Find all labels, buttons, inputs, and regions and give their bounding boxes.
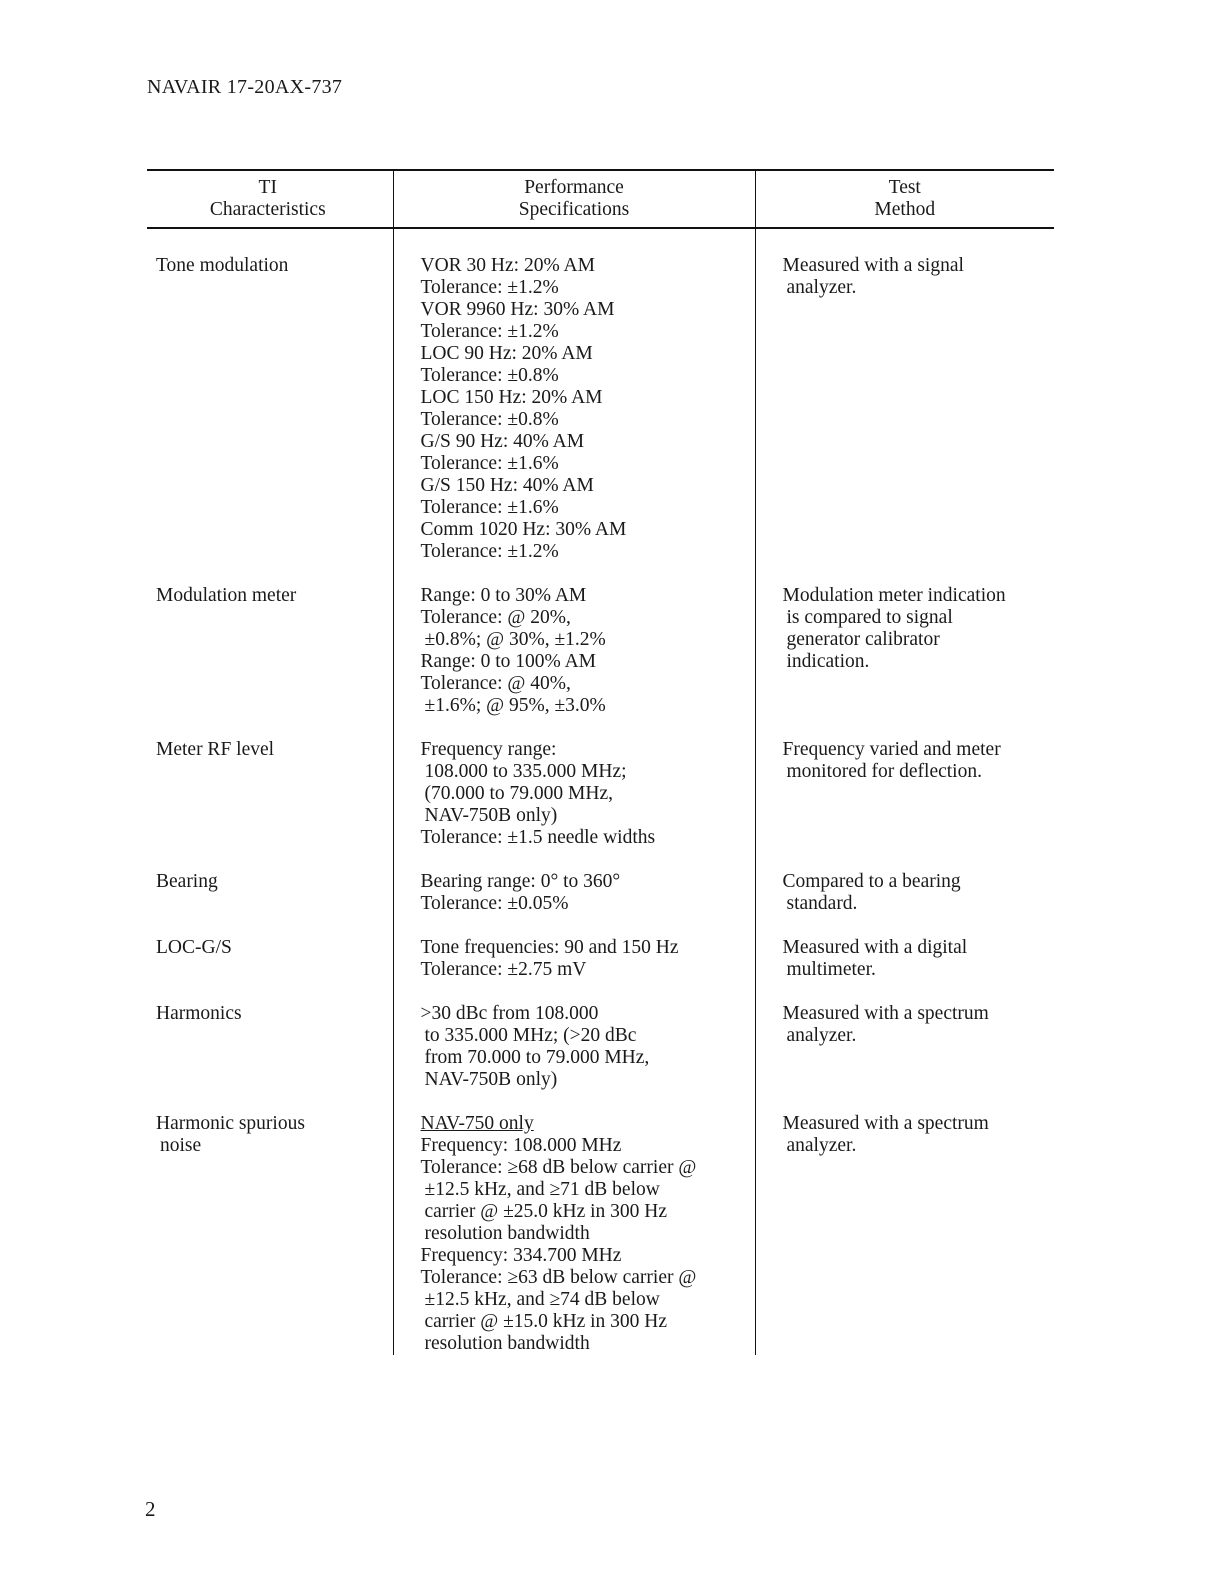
cell-line: Bearing: [156, 871, 218, 892]
cell-line: Tolerance: ±0.8%: [420, 365, 559, 386]
cell-line: Frequency range:: [420, 739, 557, 760]
cell-line: noise: [160, 1135, 202, 1156]
cell-line: from 70.000 to 79.000 MHz,: [424, 1047, 650, 1068]
cell-line: NAV-750B only): [424, 805, 558, 826]
cell-line: resolution bandwidth: [424, 1223, 590, 1244]
characteristic-cell: [147, 1113, 393, 1355]
test-method-cell: [755, 1113, 1054, 1355]
characteristic-cell: [147, 871, 393, 937]
cell-line: analyzer.: [786, 1025, 857, 1046]
cell-line: Tolerance: ≥68 dB below carrier @: [420, 1157, 697, 1178]
cell-line: Tone modulation: [156, 255, 289, 276]
table-row: [147, 739, 1054, 871]
cell-line: carrier @ ±25.0 kHz in 300 Hz: [424, 1201, 668, 1222]
cell-line: LOC-G/S: [156, 937, 232, 958]
cell-line: Frequency: 108.000 MHz: [420, 1135, 622, 1156]
cell-line: Tolerance: ±1.2%: [420, 321, 559, 342]
test-method-cell: [755, 585, 1054, 739]
cell-line: Tolerance: ±1.6%: [420, 497, 559, 518]
table-row: [147, 871, 1054, 937]
page-number: 2: [145, 1497, 156, 1521]
cell-line: Measured with a spectrum: [782, 1003, 989, 1024]
cell-line: Tolerance: ±1.2%: [420, 277, 559, 298]
cell-line: LOC 90 Hz: 20% AM: [420, 343, 593, 364]
cell-line: Tolerance: ±0.8%: [420, 409, 559, 430]
cell-line: Range: 0 to 30% AM: [420, 585, 587, 606]
cell-line: Tolerance: @ 40%,: [420, 673, 571, 694]
cell-line: VOR 30 Hz: 20% AM: [420, 255, 595, 276]
cell-line: Measured with a spectrum: [782, 1113, 989, 1134]
specification-cell: [393, 585, 755, 739]
cell-line: Measured with a digital: [782, 937, 968, 958]
cell-line: Tolerance: ±2.75 mV: [420, 959, 587, 980]
cell-line: is compared to signal: [786, 607, 953, 628]
specification-cell: [393, 1113, 755, 1355]
cell-line: Tolerance: ±1.6%: [420, 453, 559, 474]
cell-line: VOR 9960 Hz: 30% AM: [420, 299, 615, 320]
cell-line: Modulation meter: [156, 585, 297, 606]
table-row: [147, 228, 1054, 585]
specification-cell: [393, 871, 755, 937]
cell-line: Bearing range: 0° to 360°: [420, 871, 621, 892]
cell-line: ±12.5 kHz, and ≥71 dB below: [424, 1179, 660, 1200]
test-method-cell: [755, 937, 1054, 1003]
cell-line: (70.000 to 79.000 MHz,: [424, 783, 613, 804]
cell-line: Tolerance: ±0.05%: [420, 893, 569, 914]
characteristic-cell: [147, 937, 393, 1003]
table-row: [147, 585, 1054, 739]
cell-line: generator calibrator: [786, 629, 940, 650]
cell-line: ±1.6%; @ 95%, ±3.0%: [424, 695, 606, 716]
cell-line: analyzer.: [786, 277, 857, 298]
document-id: NAVAIR 17-20AX-737: [147, 76, 343, 98]
cell-line: carrier @ ±15.0 kHz in 300 Hz: [424, 1311, 668, 1332]
cell-line: NAV-750B only): [424, 1069, 558, 1090]
column-header-specifications: Performance Specifications: [393, 170, 755, 228]
test-method-cell: [755, 1003, 1054, 1113]
column-header-characteristics: TI Characteristics: [147, 170, 393, 228]
cell-line: >30 dBc from 108.000: [420, 1003, 599, 1024]
cell-line: Range: 0 to 100% AM: [420, 651, 596, 672]
specification-cell: [393, 739, 755, 871]
cell-line: Meter RF level: [156, 739, 275, 760]
characteristic-cell: [147, 228, 393, 585]
cell-line: Comm 1020 Hz: 30% AM: [420, 519, 627, 540]
cell-line: Harmonic spurious: [156, 1113, 305, 1134]
cell-line: analyzer.: [786, 1135, 857, 1156]
cell-line: resolution bandwidth: [424, 1333, 590, 1354]
cell-line: NAV-750 only: [420, 1113, 534, 1134]
cell-line: ±12.5 kHz, and ≥74 dB below: [424, 1289, 660, 1310]
cell-line: Harmonics: [156, 1003, 242, 1024]
cell-line: Tolerance: ±1.5 needle widths: [420, 827, 656, 848]
cell-line: ±0.8%; @ 30%, ±1.2%: [424, 629, 606, 650]
test-method-cell: [755, 739, 1054, 871]
cell-line: standard.: [786, 893, 858, 914]
cell-line: Measured with a signal: [782, 255, 964, 276]
cell-line: Modulation meter indication: [782, 585, 1006, 606]
test-method-cell: [755, 228, 1054, 585]
characteristic-cell: [147, 739, 393, 871]
characteristic-cell: [147, 1003, 393, 1113]
cell-line: Tolerance: ≥63 dB below carrier @: [420, 1267, 697, 1288]
cell-line: Tolerance: ±1.2%: [420, 541, 559, 562]
cell-line: Compared to a bearing: [782, 871, 961, 892]
specification-cell: [393, 937, 755, 1003]
table-row: [147, 937, 1054, 1003]
cell-line: Tone frequencies: 90 and 150 Hz: [420, 937, 679, 958]
table-row: [147, 1113, 1054, 1355]
specifications-table: [147, 169, 1054, 1355]
cell-line: monitored for deflection.: [786, 761, 982, 782]
cell-line: LOC 150 Hz: 20% AM: [420, 387, 603, 408]
cell-line: indication.: [786, 651, 870, 672]
table-header-row: [147, 170, 1054, 228]
characteristic-cell: [147, 585, 393, 739]
cell-line: to 335.000 MHz; (>20 dBc: [424, 1025, 637, 1046]
cell-line: multimeter.: [786, 959, 876, 980]
cell-line: Tolerance: @ 20%,: [420, 607, 571, 628]
cell-line: G/S 90 Hz: 40% AM: [420, 431, 585, 452]
cell-line: Frequency varied and meter: [782, 739, 1001, 760]
test-method-cell: [755, 871, 1054, 937]
cell-line: 108.000 to 335.000 MHz;: [424, 761, 627, 782]
specification-cell: [393, 228, 755, 585]
column-header-method: Test Method: [755, 170, 1054, 228]
table-row: [147, 1003, 1054, 1113]
cell-line: Frequency: 334.700 MHz: [420, 1245, 622, 1266]
cell-line: G/S 150 Hz: 40% AM: [420, 475, 594, 496]
specification-cell: [393, 1003, 755, 1113]
